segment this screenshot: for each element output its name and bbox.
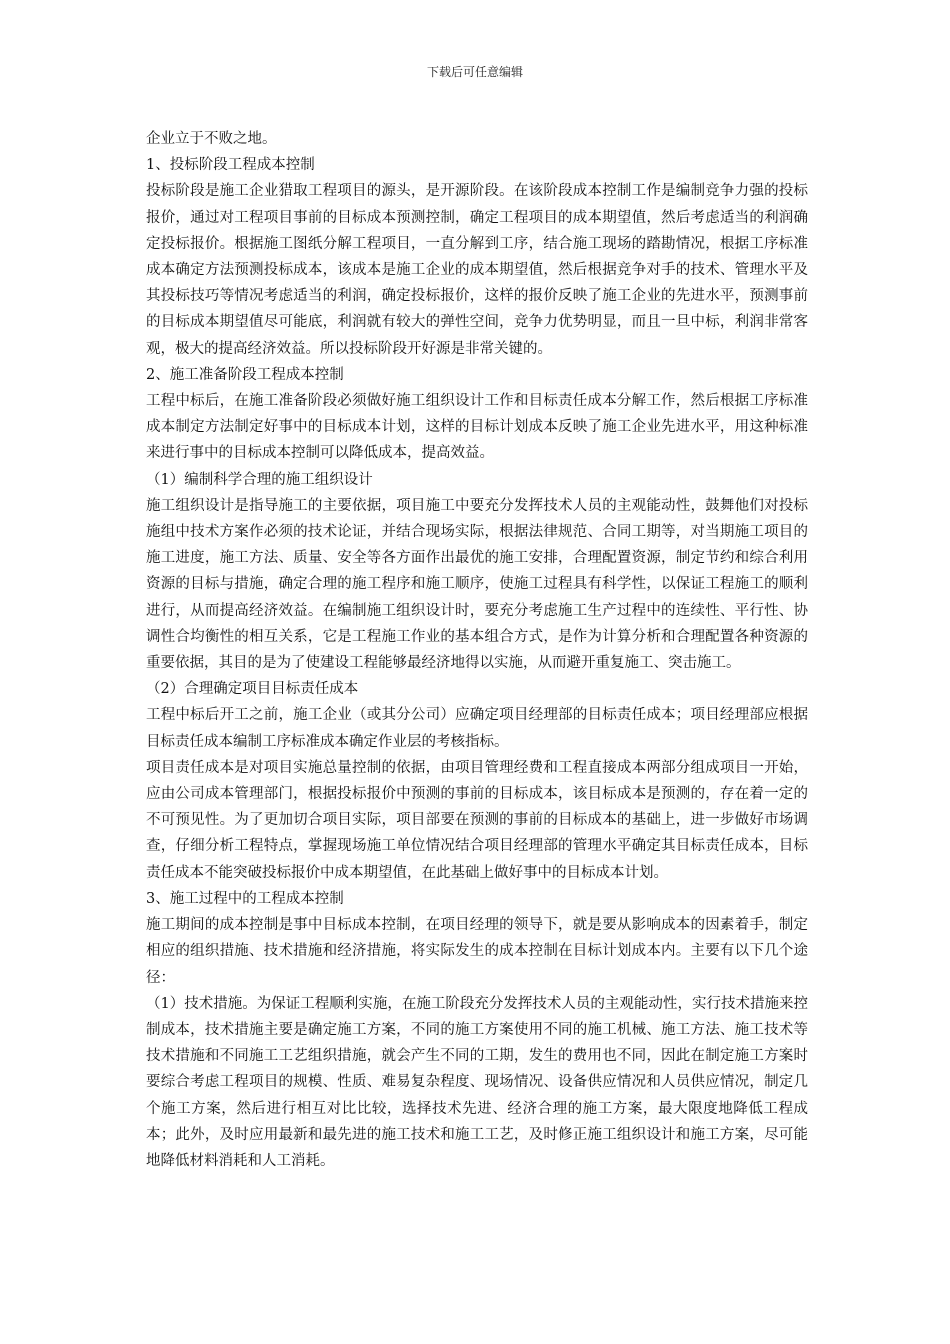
- section-heading-bidding: 1、投标阶段工程成本控制: [146, 157, 315, 174]
- paragraph-continuation: 企业立于不败之地。: [146, 131, 277, 147]
- paragraph-target-cost: 工程中标后开工之前，施工企业（或其分公司）应确定项目经理部的目标责任成本；项目经理部应根据目标责任成本编制工序标准成本确定作业层的考核指标。: [146, 707, 808, 750]
- subsection-heading-target-cost: （2）合理确定项目目标责任成本: [146, 681, 359, 698]
- section-heading-construction: 3、施工过程中的工程成本控制: [146, 890, 344, 907]
- paragraph-technical-measures: （1）技术措施。为保证工程顺利实施，在施工阶段充分发挥技术人员的主观能动性，实行技术措施来控制成本，技术措施主要是确定施工方案，不同的施工方案使用不同的施工机械、施工方法、施工技术等技术措施和不同施工工艺组织措施，就会产生不同的工期，发生的费用也不同，因此在制定施工方案时要综合考虑工程项目的规模、性质、难易复杂程度、现场情况、设备供应情况和人员供应情况，制定几个施工方案，然后进行相互对比比较，选择技术先进、经济合理的施工方案，最大限度地降低工程成本；此外，及时应用最新和最先进的施工技术和施工工艺，及时修正施工组织设计和施工方案，尽可能地降低材料消耗和人工消耗。: [146, 995, 808, 1169]
- page-header: 下载后可任意编辑: [426, 65, 523, 79]
- document-body: [146, 126, 808, 1174]
- paragraph-organization-design: 施工组织设计是指导施工的主要依据，项目施工中要充分发挥技术人员的主观能动性，鼓舞他们对投标施组中技术方案作必须的技术论证，并结合现场实际，根据法律规范、合同工期等，对当期施工项目的施工进度，施工方法、质量、安全等各方面作出最优的施工安排，合理配置资源，制定节约和综合利用资源的目标与措施，确定合理的施工程序和施工顺序，使施工过程具有科学性，以保证工程施工的顺利进行，从而提高经济效益。在编制施工组织设计时，要充分考虑施工生产过程中的连续性、平行性、协调性合均衡性的相互关系，它是工程施工作业的基本组合方式，是作为计算分析和合理配置各种资源的重要依据，其目的是为了使建设工程能够最经济地得以实施，从而避开重复施工、突击施工。: [146, 497, 808, 672]
- paragraph-bidding: 投标阶段是施工企业猎取工程项目的源头，是开源阶段。在该阶段成本控制工作是编制竞争力强的投标报价，通过对工程项目事前的目标成本预测控制，确定工程项目的成本期望值，然后考虑适当的利润确定投标报价。根据施工图纸分解工程项目，一直分解到工序，结合施工现场的踏勘情况，根据工序标准成本确定方法预测投标成本，该成本是施工企业的成本期望值，然后根据竞争对手的技术、管理水平及其投标技巧等情况考虑适当的利润，确定投标报价，这样的报价反映了施工企业的先进水平，预测事前的目标成本期望值尽可能底，利润就有较大的弹性空间，竞争力优势明显，而且一旦中标，利润非常客观，极大的提高经济效益。所以投标阶段开好源是非常关键的。: [146, 183, 808, 357]
- subsection-heading-organization-design: （1）编制科学合理的施工组织设计: [146, 471, 373, 488]
- section-heading-preparation: 2、施工准备阶段工程成本控制: [146, 366, 344, 383]
- paragraph-construction: 施工期间的成本控制是事中目标成本控制，在项目经理的领导下，就是要从影响成本的因素着手，制定相应的组织措施、技术措施和经济措施，将实际发生的成本控制在目标计划成本内。主要有以下几个途径：: [146, 917, 808, 986]
- paragraph-responsibility-cost: 项目责任成本是对项目实施总量控制的依据，由项目管理经费和工程直接成本两部分组成项目一开始，应由公司成本管理部门，根据投标报价中预测的事前的目标成本，该目标成本是预测的，存在着一定的不可预见性。为了更加切合项目实际，项目部要在预测的事前的目标成本的基础上，进一步做好市场调查，仔细分析工程特点，掌握现场施工单位情况结合项目经理部的管理水平确定其目标责任成本，目标责任成本不能突破投标报价中成本期望值，在此基础上做好事中的目标成本计划。: [146, 759, 808, 881]
- paragraph-preparation: 工程中标后，在施工准备阶段必须做好施工组织设计工作和目标责任成本分解工作，然后根据工序标准成本制定方法制定好事中的目标成本计划，这样的目标计划成本反映了施工企业先进水平，用这种标准来进行事中的目标成本控制可以降低成本，提高效益。: [146, 393, 808, 462]
